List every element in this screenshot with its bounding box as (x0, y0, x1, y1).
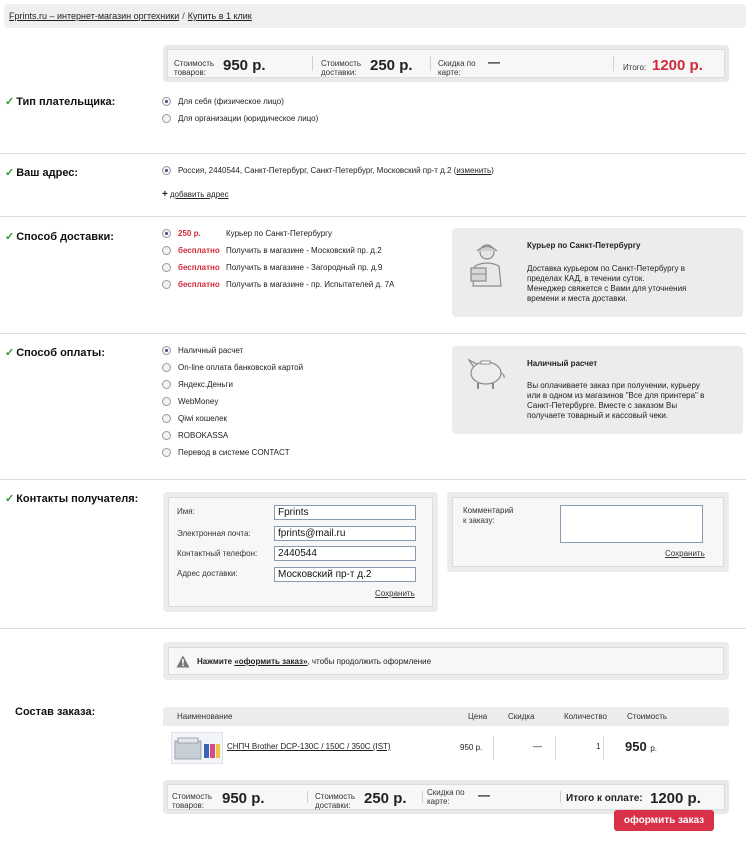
delivery-cost-value: 250 р. (370, 57, 413, 74)
payer-option-organization[interactable] (162, 114, 318, 123)
discount-label-1: Скидка по (438, 59, 476, 68)
payment-option-qiwi[interactable] (162, 414, 227, 423)
delivery-label: Курьер по Санкт-Петербургу (226, 229, 333, 238)
save-comment-link[interactable]: Сохранить (665, 549, 705, 558)
comment-label-1: Комментарий (463, 506, 514, 515)
notice-box (163, 642, 729, 680)
payment-option-yandex[interactable] (162, 380, 233, 389)
payer-option-label: Для себя (физическое лицо) (178, 97, 284, 106)
goods-cost-label (172, 792, 212, 810)
contacts-title-text: Контакты получателя: (16, 493, 139, 505)
notice-suffix: , чтобы продолжить оформление (307, 657, 432, 666)
delivery-cost-label (315, 792, 355, 810)
radio-icon[interactable] (162, 414, 171, 423)
summary-top-panel (167, 49, 725, 78)
total-label: Итого к оплате: (566, 793, 643, 804)
delivery-cost-label (321, 59, 361, 77)
payment-option-webmoney[interactable] (162, 397, 218, 406)
check-icon: ✓ (5, 167, 15, 179)
discount-label-1: Скидка по (427, 788, 465, 797)
contacts-form-panel (168, 497, 433, 607)
delivery-info-line: Менеджер свяжется с Вами для уточнения (527, 284, 687, 293)
phone-input[interactable] (274, 546, 416, 561)
radio-icon[interactable] (162, 229, 171, 238)
comment-textarea[interactable] (560, 505, 703, 543)
delivery-label: Получить в магазине - Московский пр. д.2 (226, 246, 382, 255)
summary-divider (613, 56, 614, 71)
delivery-label: Получить в магазине - Загородный пр. д.9 (226, 263, 383, 272)
radio-icon[interactable] (162, 114, 171, 123)
divider (0, 479, 746, 480)
delivery-cost-label-1: Стоимость (321, 59, 362, 68)
col-price: Цена (468, 712, 488, 721)
place-order-button[interactable]: оформить заказ (614, 810, 714, 831)
radio-icon[interactable] (162, 166, 171, 175)
delivery-info-title: Курьер по Санкт-Петербургу (527, 241, 641, 250)
add-address-link[interactable]: добавить адрес (169, 190, 229, 199)
summary-divider (312, 56, 313, 71)
address-close-paren: ) (491, 166, 494, 175)
notice-panel (168, 647, 724, 675)
payment-title (5, 346, 105, 359)
payment-option-label: On-line оплата банковской картой (178, 363, 304, 372)
goods-cost-value: 950 р. (223, 57, 266, 74)
payment-info-line: Вы оплачиваете заказ при получении, курьеру (527, 381, 700, 390)
discount-label (427, 788, 465, 806)
address-option[interactable] (162, 166, 494, 175)
product-price: 950 р. (460, 743, 483, 752)
product-cost-value: 950 (625, 739, 647, 754)
table-row (163, 726, 729, 770)
check-icon: ✓ (5, 347, 15, 359)
radio-icon[interactable] (162, 97, 171, 106)
delivery-cost-value: 250 р. (364, 790, 407, 807)
radio-icon[interactable] (162, 431, 171, 440)
radio-icon[interactable] (162, 246, 171, 255)
delivery-info-line: пределах КАД, в течении суток. (527, 274, 645, 283)
address-value: Россия, 2440544, Санкт-Петербург, Санкт-Петербург, Московский пр-т д.2 ( (178, 166, 457, 175)
notice-text (197, 657, 431, 666)
radio-icon[interactable] (162, 263, 171, 272)
divider (0, 628, 746, 629)
delivery-price: 250 р. (178, 229, 201, 238)
cell-divider (555, 736, 556, 760)
payment-option-card[interactable] (162, 363, 303, 372)
summary-bottom (163, 780, 729, 814)
payment-info-box (452, 346, 743, 434)
radio-icon[interactable] (162, 346, 171, 355)
plus-icon: + (162, 189, 168, 200)
radio-icon[interactable] (162, 363, 171, 372)
product-cost-unit: р. (650, 744, 657, 753)
delivery-cost-label-2: доставки: (321, 68, 357, 77)
payment-option-label: Яндекс.Деньги (178, 380, 233, 389)
radio-icon[interactable] (162, 380, 171, 389)
delivery-info-box (452, 228, 743, 317)
divider (0, 153, 746, 154)
goods-cost-label-1: Стоимость (174, 59, 215, 68)
total-value: 1200 р. (652, 57, 703, 74)
delivery-price: бесплатно (178, 246, 220, 255)
payer-type-title (5, 95, 115, 108)
cell-divider (493, 736, 494, 760)
delivery-cost-label-2: доставки: (315, 801, 351, 810)
breadcrumb-separator: / (182, 11, 185, 21)
radio-icon[interactable] (162, 280, 171, 289)
phone-label: Контактный телефон: (177, 549, 258, 558)
payment-info-line: получаете товарный и кассовый чеки. (527, 411, 669, 420)
order-table-header (163, 707, 729, 726)
summary-top (163, 45, 729, 82)
delivery-option-store-2[interactable] (162, 263, 382, 272)
address-title (5, 166, 78, 179)
comment-form (447, 492, 729, 572)
check-icon: ✓ (5, 231, 15, 243)
comment-label-2: к заказу: (463, 516, 495, 525)
breadcrumb-home-link[interactable]: Fprints.ru – интернет-магазин оргтехники (9, 11, 180, 21)
col-qty: Количество (564, 712, 607, 721)
total-value: 1200 р. (650, 790, 701, 807)
add-address[interactable] (162, 189, 229, 200)
payment-option-label: WebMoney (178, 397, 219, 406)
breadcrumb-current-link[interactable]: Купить в 1 клик (187, 11, 252, 21)
col-cost: Стоимость (627, 712, 668, 721)
discount-value: — (478, 788, 490, 802)
goods-cost-value: 950 р. (222, 790, 265, 807)
discount-label (438, 59, 476, 77)
summary-bottom-panel (167, 784, 725, 810)
goods-cost-label-2: товаров: (174, 68, 207, 77)
payer-type-title-text: Тип плательщика: (16, 96, 116, 108)
courier-icon (467, 242, 507, 288)
product-image[interactable] (171, 732, 223, 764)
contacts-form (163, 492, 438, 612)
email-input[interactable] (274, 526, 416, 541)
check-icon: ✓ (5, 493, 15, 505)
goods-cost-label-2: товаров: (172, 801, 205, 810)
product-cost (625, 739, 657, 754)
delivery-title (5, 230, 114, 243)
radio-icon[interactable] (162, 448, 171, 457)
summary-divider (430, 56, 431, 71)
delivery-option-store-1[interactable] (162, 246, 382, 255)
payer-option-individual[interactable] (162, 97, 284, 106)
payment-title-text: Способ оплаты: (16, 347, 105, 359)
save-contacts-link[interactable]: Сохранить (375, 589, 415, 598)
name-input[interactable] (274, 505, 416, 520)
piggy-bank-icon (465, 356, 507, 392)
total-label: Итого: (623, 63, 647, 72)
payment-info-line: Санкт-Петербурге. Вместе с заказом Вы (527, 401, 678, 410)
payment-option-label: Наличный расчет (178, 346, 244, 355)
payment-option-label: Qiwi кошелек (178, 414, 228, 423)
name-label: Имя: (177, 507, 195, 516)
email-label: Электронная почта: (177, 529, 251, 538)
delivery-address-input[interactable] (274, 567, 416, 582)
payment-option-robokassa[interactable] (162, 431, 228, 440)
summary-divider (307, 791, 308, 803)
check-icon: ✓ (5, 96, 15, 108)
summary-divider (422, 791, 423, 803)
payment-option-label: ROBOKASSA (178, 431, 229, 440)
notice-prefix: Нажмите (197, 657, 235, 666)
change-address-link[interactable]: изменить (456, 166, 492, 175)
payment-info-text (527, 381, 727, 421)
payment-option-contact[interactable] (162, 448, 290, 457)
goods-cost-label-1: Стоимость (172, 792, 213, 801)
payment-option-label: Перевод в системе CONTACT (178, 448, 290, 457)
payment-info-title: Наличный расчет (527, 359, 598, 368)
delivery-price: бесплатно (178, 280, 220, 289)
comment-label (463, 506, 513, 526)
goods-cost-label (174, 59, 214, 77)
cell-divider (603, 736, 604, 760)
delivery-option-courier[interactable] (162, 229, 332, 238)
delivery-info-text (527, 264, 727, 304)
divider (0, 333, 746, 334)
discount-value: — (488, 55, 500, 69)
col-discount: Скидка (508, 712, 535, 721)
summary-divider (560, 791, 561, 803)
product-discount: — (533, 741, 542, 751)
delivery-cost-label-1: Стоимость (315, 792, 356, 801)
notice-order-link[interactable]: «оформить заказ» (234, 657, 308, 666)
discount-label-2: карте: (438, 68, 461, 77)
product-qty: 1 (596, 742, 601, 751)
address-label: Адрес доставки: (177, 569, 238, 578)
radio-icon[interactable] (162, 397, 171, 406)
product-link[interactable]: СНПЧ Brother DCP-130C / 150C / 350C (IST) (227, 742, 391, 751)
delivery-info-line: времени и места доставки. (527, 294, 628, 303)
comment-form-panel (452, 497, 724, 567)
warning-icon (176, 655, 190, 668)
payment-option-cash[interactable] (162, 346, 243, 355)
order-title: Состав заказа: (15, 706, 96, 718)
delivery-option-store-3[interactable] (162, 280, 394, 289)
discount-label-2: карте: (427, 797, 450, 806)
divider (0, 216, 746, 217)
payment-info-line: или в одном из магазинов "Все для принтера" в (527, 391, 705, 400)
contacts-title (5, 492, 138, 505)
delivery-info-line: Доставка курьером по Санкт-Петербургу в (527, 264, 685, 273)
payer-option-label: Для организации (юридическое лицо) (178, 114, 319, 123)
delivery-price: бесплатно (178, 263, 220, 272)
breadcrumb (4, 4, 746, 28)
delivery-title-text: Способ доставки: (16, 231, 114, 243)
address-title-text: Ваш адрес: (16, 167, 79, 179)
delivery-label: Получить в магазине - пр. Испытателей д. 7А (226, 280, 395, 289)
col-name: Наименование (177, 712, 233, 721)
